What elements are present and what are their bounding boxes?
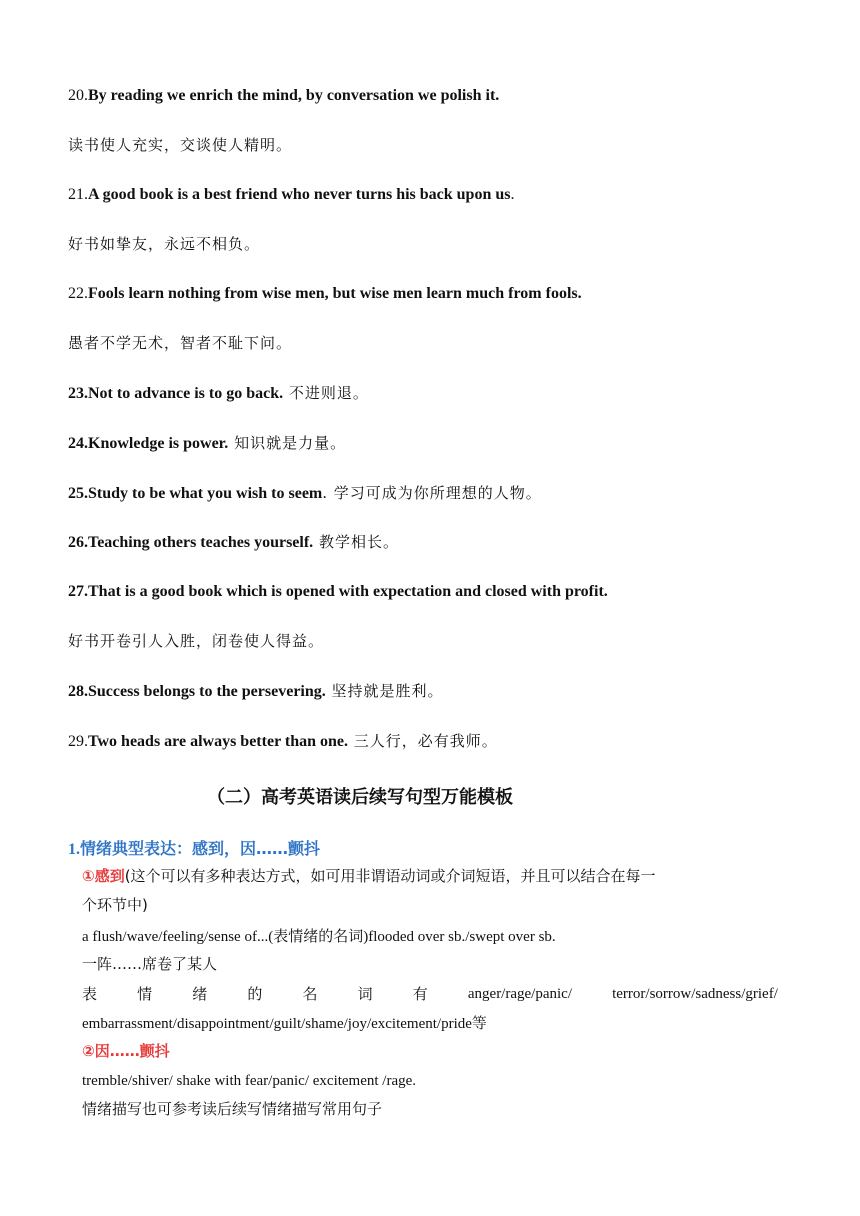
proverb-21 [68, 185, 514, 205]
proverb-number: 24. [68, 435, 88, 452]
proverb-20-translation: 读书使人充实，交谈使人精明。 [68, 136, 293, 154]
proverb-english: By reading we enrich the mind, by conversation we polish it. [88, 87, 500, 104]
proverb-number: 29. [68, 733, 88, 750]
proverb-english: Knowledge is power. [88, 435, 229, 452]
item-1-text-continued: 个环节中) [82, 896, 148, 914]
proverb-23 [68, 383, 369, 404]
flush-english-end: )flooded over sb./swept over sb. [363, 929, 556, 945]
intro-char: 的 [247, 985, 263, 1003]
subheading [68, 838, 320, 861]
proverb-english: That is a good book which is opened with expectation and closed with profit. [88, 583, 608, 600]
wave-translation: 一阵……席卷了某人 [82, 955, 218, 973]
proverb-chinese: . 学习可成为你所理想的人物。 [322, 484, 542, 502]
proverb-26 [68, 532, 399, 553]
proverb-22 [68, 284, 582, 304]
proverb-number: 26. [68, 534, 88, 551]
proverb-28 [68, 681, 444, 702]
proverb-chinese: 教学相长。 [313, 533, 399, 551]
intro-char: 绪 [192, 985, 208, 1003]
proverb-chinese: 不进则退。 [283, 384, 369, 402]
emotion-words-tail: 等 [471, 1014, 487, 1032]
subheading-number: 1. [68, 841, 80, 858]
item-1-line [82, 865, 656, 887]
tremble-expression: tremble/shiver/ shake with fear/panic/ excitement /rage. [82, 1073, 417, 1089]
proverb-chinese: 坚持就是胜利。 [325, 682, 444, 700]
emotion-words-2: terror/sorrow/sadness/grief/ [612, 986, 778, 1002]
intro-char: 有 [412, 985, 428, 1003]
intro-char: 表 [82, 985, 98, 1003]
proverb-number: 27. [68, 583, 88, 600]
proverb-25 [68, 483, 542, 504]
proverb-27-translation: 好书开卷引人入胜，闭卷使人得益。 [68, 632, 325, 650]
section-title: （二）高考英语读后续写句型万能模板 [207, 787, 513, 808]
intro-char: 情 [137, 985, 153, 1003]
item-1-text: (这个可以有多种表达方式，如可用非谓语动词或介词短语，并且可以结合在每一 [124, 867, 656, 885]
emotion-words-line-2 [82, 1012, 487, 1035]
intro-char: 名 [302, 985, 318, 1003]
item-1-label: ①感到 [82, 867, 125, 885]
proverb-english: Success belongs to the persevering. [88, 683, 326, 700]
proverb-27 [68, 582, 608, 602]
intro-char: 词 [357, 985, 373, 1003]
proverb-english: Study to be what you wish to seem [88, 485, 323, 502]
proverb-29 [68, 731, 498, 752]
emotion-words-line [82, 983, 778, 1005]
proverb-chinese: 三人行，必有我师。 [348, 732, 498, 750]
proverb-english: A good book is a best friend who never turns his back upon us [88, 186, 511, 203]
proverb-21-translation: 好书如挚友，永远不相负。 [68, 235, 261, 253]
proverb-english: Fools learn nothing from wise men, but wise men learn much from fools. [88, 285, 582, 302]
item-2-label: ②因……颤抖 [82, 1042, 170, 1060]
emotion-words-1: anger/rage/panic/ [467, 986, 572, 1002]
emotion-words-3: embarrassment/disappointment/guilt/shame/joy/excitement/pride [82, 1016, 472, 1032]
flush-chinese: 表情绪的名词 [273, 927, 364, 945]
flush-english: a flush/wave/feeling/sense of...( [82, 929, 274, 945]
proverb-24 [68, 433, 346, 454]
proverb-number: 20. [68, 87, 88, 104]
proverb-number: 22. [68, 285, 88, 302]
proverb-number: 28. [68, 683, 88, 700]
proverb-number: 21. [68, 186, 88, 203]
proverb-chinese: 知识就是力量。 [228, 434, 347, 452]
proverb-22-translation: 愚者不学无术，智者不耻下问。 [68, 334, 293, 352]
subheading-text: 情绪典型表达：感到，因……颤抖 [80, 839, 321, 858]
proverb-english: Teaching others teaches yourself. [88, 534, 314, 551]
proverb-number: 23. [68, 385, 88, 402]
flush-expression [82, 925, 556, 948]
proverb-english: Two heads are always better than one. [88, 733, 348, 750]
proverb-20 [68, 86, 499, 106]
note: 情绪描写也可参考读后续写情绪描写常用句子 [82, 1100, 383, 1118]
proverb-tail: . [510, 186, 515, 203]
proverb-english: Not to advance is to go back. [88, 385, 284, 402]
proverb-number: 25. [68, 485, 88, 502]
